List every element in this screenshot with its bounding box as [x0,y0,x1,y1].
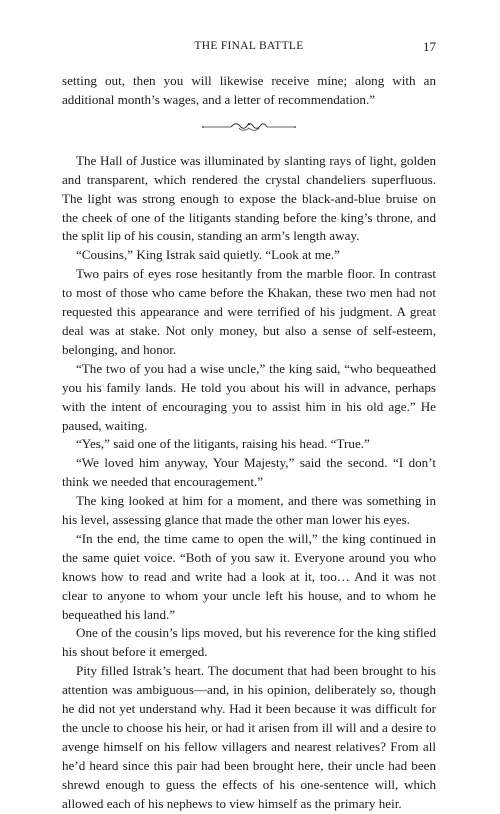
continued-paragraph: setting out, then you will likewise receive mine; along with an additional month’s wages, and a letter of recommendation.” [62,73,436,107]
page-number: 17 [423,39,436,54]
running-title: THE FINAL BATTLE [194,40,304,52]
paragraph: The king looked at him for a moment, and there was something in his level, assessing glance that made the other man lower his eyes. [62,493,436,528]
running-head [62,40,436,56]
paragraph: “Yes,” said one of the litigants, raising his head. “True.” [76,436,370,452]
paragraph: “In the end, the time came to open the will,” the king continued in the same quiet voice. “Both of you saw it. Everyone around you who knows how to read and write had a look at it, too… And it was not clear to anyone to whom your uncle left his house, and to whom he bequeathed his land.” [62,530,436,622]
scroll-divider-ornament-icon [62,116,436,138]
paragraph: “We loved him anyway, Your Majesty,” said the second. “I don’t think we needed that encouragement.” [62,455,436,490]
paragraph: “The two of you had a wise uncle,” the king said, “who bequeathed you his family lands. He told you about his will in advance, perhaps with the intent of encouraging you to assist him in his old age.” He paused, waiting. [62,360,436,433]
paragraph: “Cousins,” King Istrak said quietly. “Look at me.” [76,247,340,263]
paragraph: One of the cousin’s lips moved, but his reverence for the king stifled his shout before it emerged. [62,625,436,660]
paragraph: Two pairs of eyes rose hesitantly from the marble floor. In contrast to most of those who came before the Khakan, these two men had not requested this appearance and were terrified of his judgment. A great deal was at stake. Not only money, but also a sense of self-esteem, belonging, and honor. [62,266,436,357]
paragraph: Pity filled Istrak’s heart. The document that had been brought to his attention was ambiguous—and, in his opinion, deliberately so, though he did not yet understand why. Had it been because it was difficult for the uncle to choose his heir, or had it arisen from ill will and a desire to avenge himself on his fellow villagers and nearest relatives? From all he’d heard since this pair had been brought here, their uncle had been shrewd enough to guess the effects of his one-sentence will, which allowed each of his nephews to view himself as the primary heir. [62,663,436,811]
paragraph: The Hall of Justice was illuminated by slanting rays of light, golden and transparent, which rendered the crystal chandeliers superfluous. The light was strong enough to expose the black-and-blue bruise on the cheek of one of the litigants standing before the king’s throne, and the split lip of his cousin, standing an arm’s length away. [62,152,436,244]
body-text [62,72,436,814]
